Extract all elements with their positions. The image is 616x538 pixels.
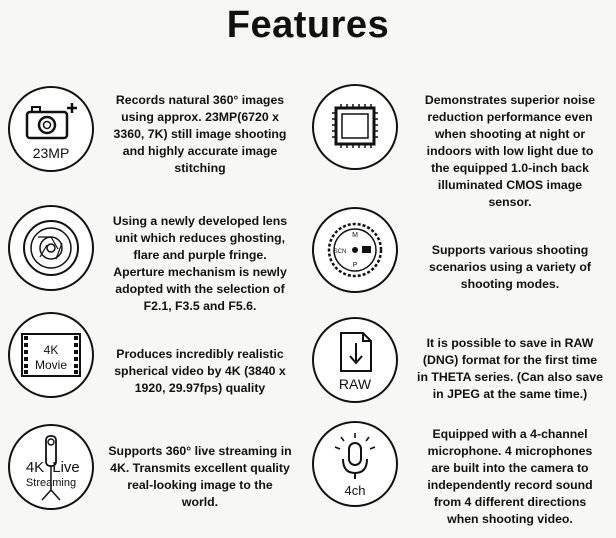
feature-microphone-text: Equipped with a 4-channel microphone. 4 microphones are built into the camera to independently record sound from 4 different directions when shooting video.	[427, 427, 593, 526]
svg-text:P: P	[352, 262, 358, 269]
streaming-label: Streaming	[25, 477, 77, 489]
mode-dial-icon	[312, 207, 398, 293]
sensor-icon	[312, 84, 398, 170]
live-label: Live	[52, 459, 80, 476]
image-sensor-icon	[314, 86, 396, 168]
feature-lens-text: Using a newly developed lens unit which reduces ghosting, flare and purple fringe. Aperture mechanism is newly adopted with the selection of F2.1, F3.5 and F5.6.	[112, 214, 288, 313]
mp-label: 23MP	[32, 145, 70, 161]
feature-streaming-text: Supports 360° live streaming in 4K. Transmits excellent quality real-looking image to the world.	[108, 444, 292, 509]
svg-text:SCN: SCN	[333, 249, 347, 255]
camera-tripod-icon	[10, 426, 92, 508]
4ch-label: 4ch	[344, 483, 366, 498]
movie-label: Movie	[34, 358, 68, 372]
feature-sensor-text: Demonstrates superior noise reduction performance even when shooting at night or indoors with low light due to the equipped 1.0-inch back illuminated CMOS image sensor.	[424, 93, 596, 209]
live-4k-label: 4K	[25, 459, 45, 476]
lens-icon	[8, 205, 94, 291]
4k-label: 4K	[43, 343, 59, 357]
film-strip-icon	[10, 314, 92, 396]
shooting-mode-dial-icon	[314, 209, 396, 291]
feature-raw-text: It is possible to save in RAW (DNG) format for the first time in THETA series. (Can also save in JPEG at the same time.)	[417, 336, 603, 401]
aperture-lens-icon	[10, 207, 92, 289]
raw-file-icon	[314, 319, 396, 401]
feature-modes-text: Supports various shooting scenarios using a variety of shooting modes.	[429, 243, 591, 291]
svg-text:M: M	[352, 232, 358, 239]
feature-4k-video-text: Produces incredibly realistic spherical video by 4K (3840 x 1920, 29.97fps) quality	[114, 347, 286, 395]
microphone-4ch-icon	[312, 421, 398, 507]
page-title: Features	[226, 4, 390, 46]
4k-movie-icon	[8, 312, 94, 398]
raw-icon	[312, 317, 398, 403]
raw-label: RAW	[338, 376, 372, 392]
camera-23mp-icon	[8, 86, 94, 172]
live-streaming-icon	[8, 424, 94, 510]
microphone-icon	[314, 423, 396, 505]
camera-icon	[10, 88, 92, 170]
feature-23mp-text: Records natural 360° images using approx. 23MP(6720 x 3360, 7K) still image shooting and highly accurate image stitching	[113, 93, 287, 175]
